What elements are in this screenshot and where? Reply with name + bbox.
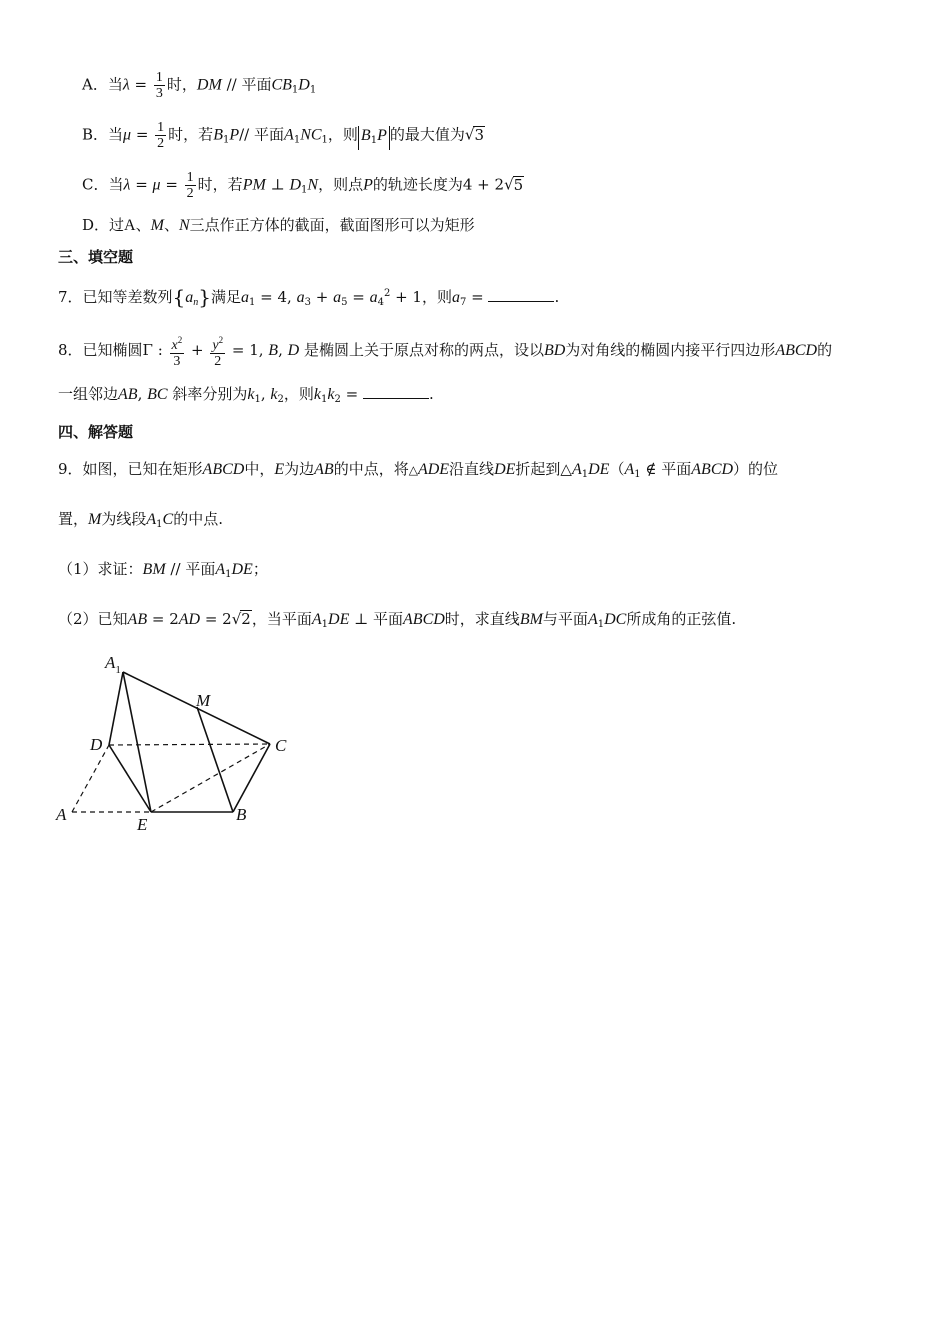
label-m: M: [196, 691, 211, 710]
answer-blank-q8[interactable]: [363, 384, 429, 399]
label-d: D: [90, 735, 103, 754]
fraction-one-third: $\frac{1}{3}$: [155, 70, 163, 101]
label-a: A: [56, 805, 67, 824]
fraction-one-half: $\frac{1}{2}$: [157, 120, 165, 151]
option-b: B．当μ = $\frac{1}{2}$ 时，若$B_1P//$ 平面$A_1NC_1$，则 $B_1P$ 的最大值为√3: [82, 120, 484, 151]
edge-b-c: [233, 744, 270, 812]
answer-blank-q7[interactable]: [488, 287, 554, 302]
edge-a-d-hidden: [72, 745, 109, 812]
edge-d-c-hidden: [109, 744, 270, 745]
question-7: 7．已知等差数列$\{a_n\}$满足$a_1 = 4$, $a_3 + a_5 = a_4^2 + 1$，则$a_7$ = .: [58, 285, 560, 309]
label-c: C: [275, 736, 287, 755]
option-a: A．当λ = $\frac{1}{3}$ 时，DM // 平面$CB_1D_1$: [82, 70, 317, 101]
edge-a1-d: [109, 672, 123, 745]
section-title-fill-in: 三、填空题: [58, 248, 134, 266]
option-d: D．过A、M、N三点作正方体的截面，截面图形可以为矩形: [82, 216, 475, 234]
folded-rectangle-figure: [50, 648, 310, 838]
fraction-x2-over-3: $\frac{x^2}{3}$: [171, 335, 183, 369]
option-c: C．当λ = μ = $\frac{1}{2}$ 时，若PM ⊥ $D_1N$，则点P的轨迹长度为4 + 2√5: [82, 170, 524, 201]
label-a1: $A_1$: [105, 653, 121, 676]
question-9-line-1: 9．如图，已知在矩形ABCD中，E为边AB的中点，将△ADE沿直线DE折起到$\triangle A_1DE(A_1$ ∉ 平面ABCD）的位: [58, 460, 779, 480]
fraction-one-half: $\frac{1}{2}$: [186, 170, 194, 201]
question-9-part-1: （1）求证：BM // 平面$A_1DE$；: [58, 560, 268, 580]
section-title-solutions: 四、解答题: [58, 423, 134, 441]
question-8-line-2: 一组邻边AB, BC 斜率分别为$k_1$, $k_2$，则$k_1k_2$ = .: [58, 385, 434, 405]
fraction-y2-over-2: $\frac{y^2}{2}$: [212, 335, 224, 369]
question-9-line-2: 置，M为线段$A_1C$的中点.: [58, 510, 223, 530]
label-b: B: [236, 805, 247, 824]
question-9-part-2: （2）已知AB = 2AD = 2√2，当平面$A_1DE$ ⊥ 平面ABCD时，求直线BM与平面$A_1DC$所成角的正弦值.: [58, 610, 737, 630]
label-e: E: [137, 815, 148, 834]
question-8-line-1: 8．已知椭圆Γ : $\frac{x^2}{3}$ + $\frac{y^2}{2}$ = 1, B, D 是椭圆上关于原点对称的两点，设以BD为对角线的椭圆内接平行四边形ABCD的: [58, 335, 833, 369]
